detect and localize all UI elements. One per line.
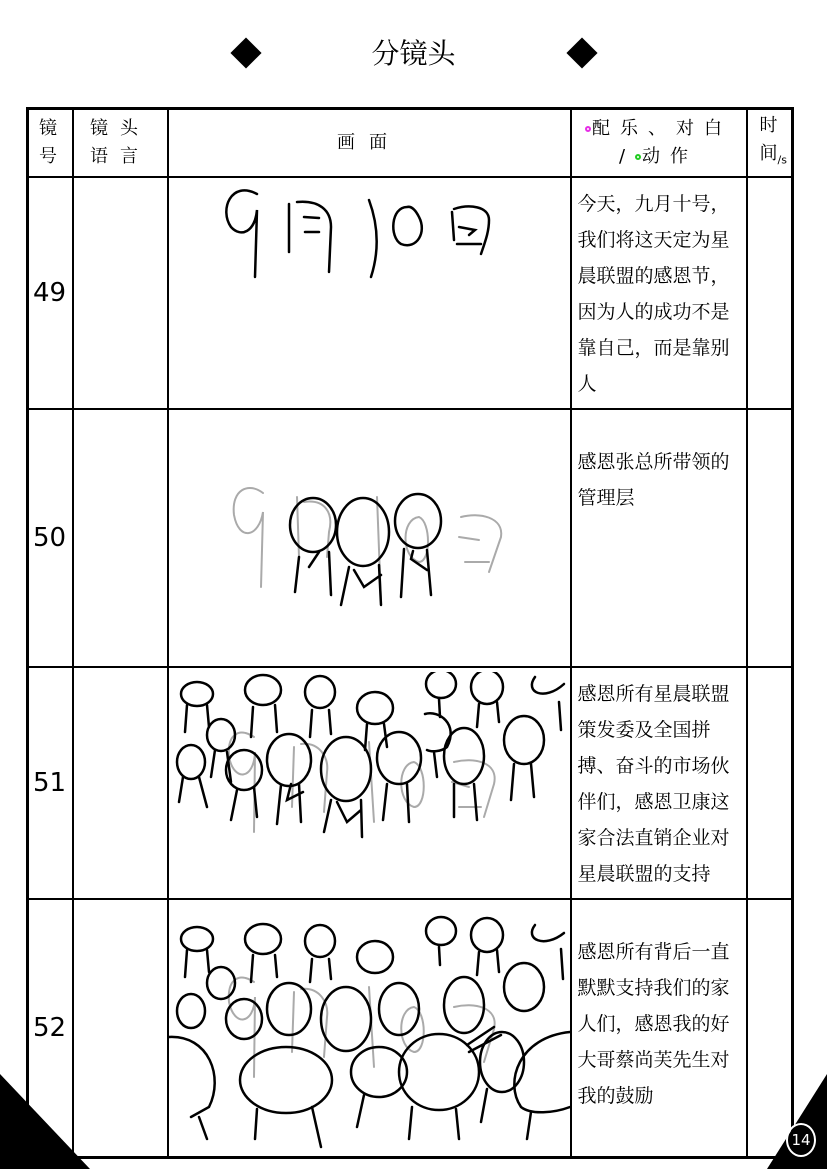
shot-language-cell	[73, 409, 168, 667]
sketch-management-image	[169, 427, 570, 649]
header-shot-number-line2: 号	[39, 146, 57, 167]
picture-cell	[168, 409, 571, 667]
dialogue-cell: 感恩所有星晨联盟策发委及全国拼搏、奋斗的市场伙伴们，感恩卫康这家合法直销企业对星晨联盟的支持	[571, 667, 747, 899]
music-dot-icon	[585, 126, 591, 132]
header-dialogue	[571, 109, 747, 178]
header-picture: 画面	[168, 109, 571, 178]
table-row	[28, 409, 793, 667]
header-dialogue-slash: /	[618, 146, 636, 167]
dialogue-cell: 感恩所有背后一直默默支持我们的家人们，感恩我的好大哥蔡尚芙先生对我的鼓励	[571, 899, 747, 1158]
header-shot-language-line2: 语言	[90, 146, 150, 167]
time-cell	[747, 177, 793, 409]
header-dialogue-line2: 动作	[642, 146, 699, 167]
corner-decoration-left	[0, 1074, 90, 1169]
dialogue-cell: 今天，九月十号，我们将这天定为星晨联盟的感恩节，因为人的成功不是靠自己，而是靠别人	[571, 177, 747, 409]
shot-number: 50	[33, 523, 67, 553]
picture-cell	[168, 177, 571, 409]
sketch-large-crowd-image	[169, 917, 570, 1139]
shot-number-cell	[28, 177, 73, 409]
page-number-badge: 14	[786, 1123, 816, 1157]
sketch-date-image	[169, 182, 570, 404]
time-cell	[747, 409, 793, 667]
shot-number: 52	[33, 1013, 67, 1043]
shot-number: 49	[33, 278, 67, 308]
shot-number-cell	[28, 667, 73, 899]
shot-language-cell	[73, 177, 168, 409]
table-row	[28, 177, 793, 409]
page-title: 分镜头	[371, 37, 456, 70]
corner-decoration-right	[737, 1074, 827, 1169]
shot-number: 51	[33, 768, 67, 798]
picture-cell	[168, 899, 571, 1158]
table-row	[28, 899, 793, 1158]
time-cell	[747, 667, 793, 899]
header-shot-language-line1: 镜头	[90, 118, 150, 139]
picture-cell	[168, 667, 571, 899]
header-shot-number	[28, 109, 73, 178]
shot-number-cell	[28, 409, 73, 667]
sketch-crowd-image	[169, 672, 570, 894]
shot-language-cell	[73, 667, 168, 899]
storyboard-table	[26, 107, 794, 1159]
header-time	[747, 109, 793, 178]
header-dialogue-line1: 配乐、对白	[592, 118, 732, 139]
table-row	[28, 667, 793, 899]
header-time-line1: 时	[759, 114, 778, 136]
header-shot-number-line1: 镜	[39, 118, 57, 139]
header-row	[28, 109, 793, 178]
header-time-unit: /s	[777, 153, 787, 167]
action-dot-icon	[635, 154, 641, 160]
header-time-line2: 间	[759, 142, 778, 164]
dialogue-cell: 感恩张总所带领的管理层	[571, 409, 747, 667]
header-shot-language	[73, 109, 168, 178]
